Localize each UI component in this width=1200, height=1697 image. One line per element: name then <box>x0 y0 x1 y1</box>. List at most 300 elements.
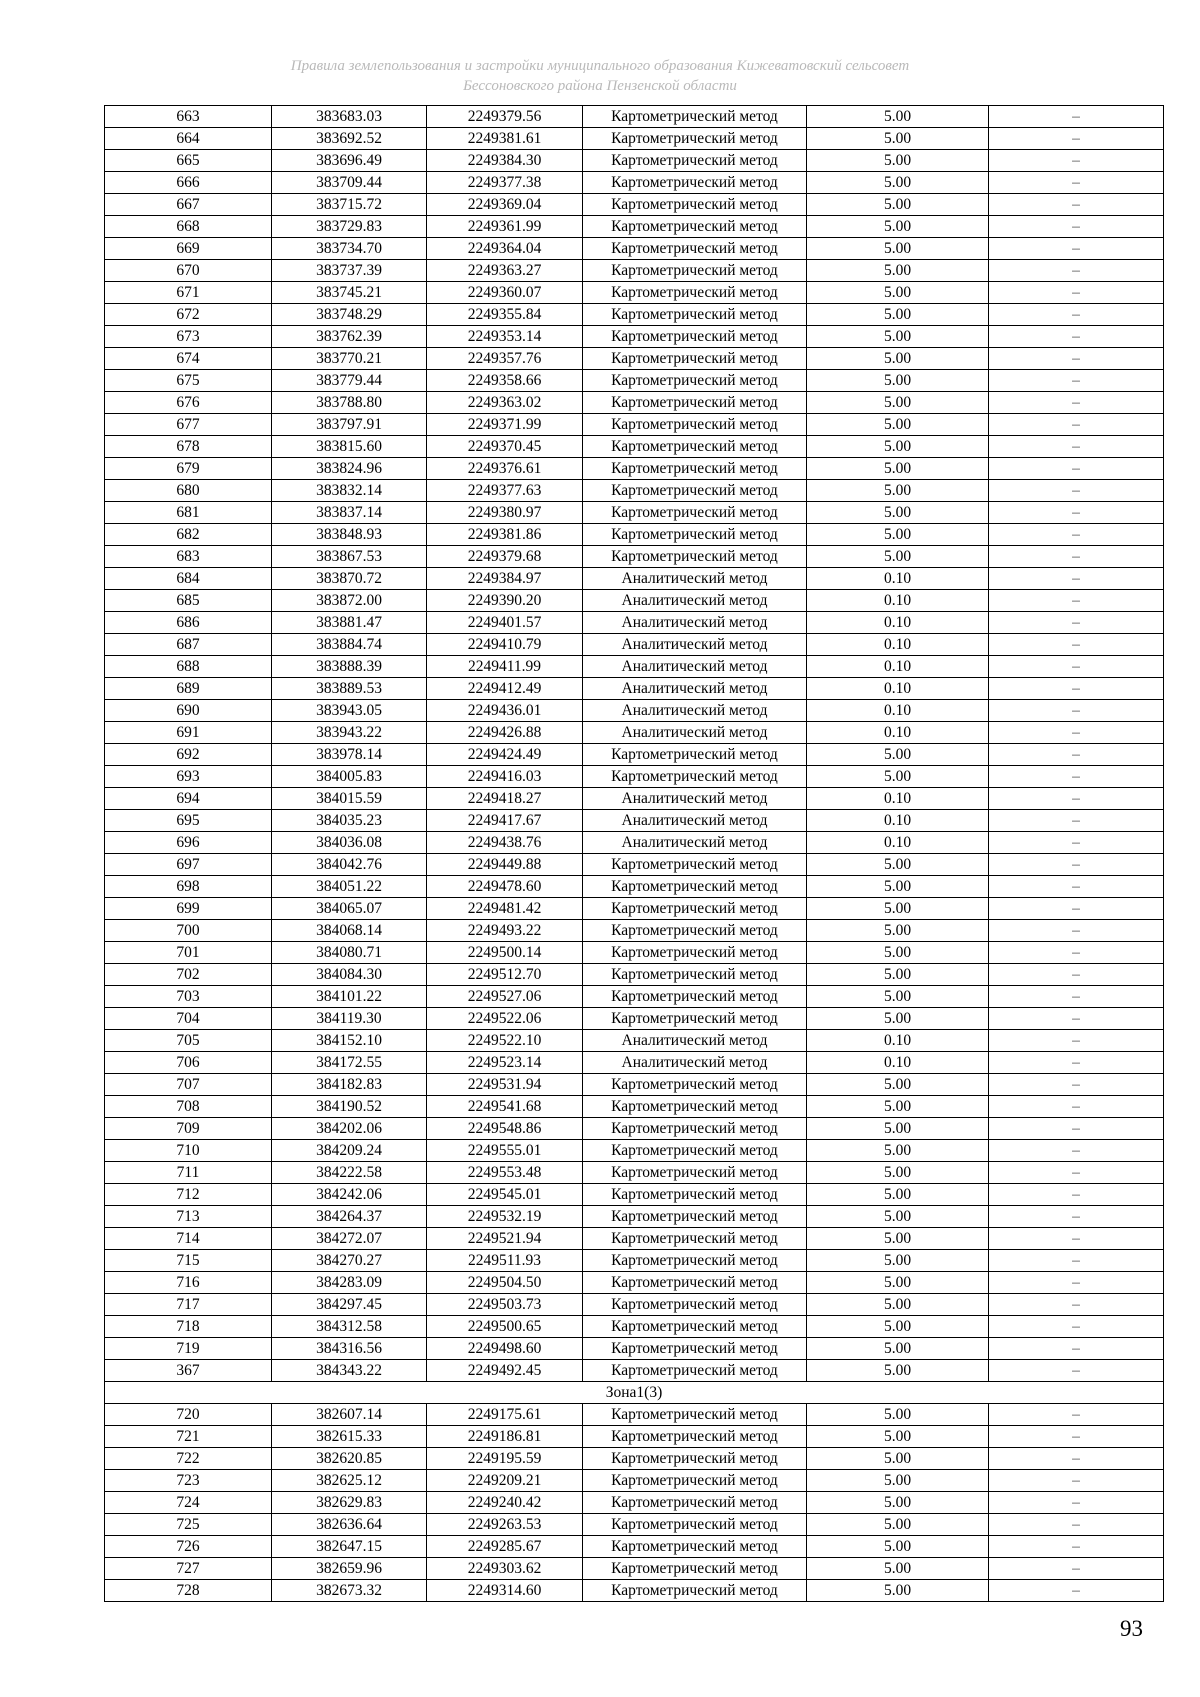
table-row <box>105 722 1164 744</box>
accuracy-cell: 0.10 <box>807 722 989 744</box>
y-coordinate-cell: 2249361.99 <box>427 216 583 238</box>
header-line-2: Бессоновского района Пензенской области <box>463 78 737 94</box>
table-row <box>105 502 1164 524</box>
y-coordinate-cell: 2249498.60 <box>427 1338 583 1360</box>
x-coordinate-cell: 383797.91 <box>272 414 427 436</box>
table-row <box>105 106 1164 128</box>
accuracy-cell: 5.00 <box>807 1360 989 1382</box>
y-coordinate-cell: 2249531.94 <box>427 1074 583 1096</box>
accuracy-cell: 0.10 <box>807 832 989 854</box>
accuracy-cell: 5.00 <box>807 1118 989 1140</box>
y-coordinate-cell: 2249357.76 <box>427 348 583 370</box>
x-coordinate-cell: 383978.14 <box>272 744 427 766</box>
method-cell: Картометрический метод <box>583 766 807 788</box>
y-coordinate-cell: 2249240.42 <box>427 1492 583 1514</box>
method-cell: Картометрический метод <box>583 986 807 1008</box>
point-number-cell: 669 <box>105 238 272 260</box>
y-coordinate-cell: 2249353.14 <box>427 326 583 348</box>
note-cell: – <box>989 348 1164 370</box>
accuracy-cell: 5.00 <box>807 1074 989 1096</box>
x-coordinate-cell: 383824.96 <box>272 458 427 480</box>
note-cell: – <box>989 480 1164 502</box>
point-number-cell: 700 <box>105 920 272 942</box>
coordinates-table-body <box>105 106 1164 1602</box>
point-number-cell: 668 <box>105 216 272 238</box>
accuracy-cell: 5.00 <box>807 1096 989 1118</box>
point-number-cell: 676 <box>105 392 272 414</box>
y-coordinate-cell: 2249493.22 <box>427 920 583 942</box>
method-cell: Картометрический метод <box>583 524 807 546</box>
y-coordinate-cell: 2249436.01 <box>427 700 583 722</box>
y-coordinate-cell: 2249195.59 <box>427 1448 583 1470</box>
point-number-cell: 709 <box>105 1118 272 1140</box>
accuracy-cell: 5.00 <box>807 986 989 1008</box>
method-cell: Аналитический метод <box>583 590 807 612</box>
note-cell: – <box>989 678 1164 700</box>
y-coordinate-cell: 2249377.63 <box>427 480 583 502</box>
x-coordinate-cell: 384272.07 <box>272 1228 427 1250</box>
table-row <box>105 1536 1164 1558</box>
point-number-cell: 712 <box>105 1184 272 1206</box>
note-cell: – <box>989 876 1164 898</box>
note-cell: – <box>989 370 1164 392</box>
note-cell: – <box>989 1558 1164 1580</box>
x-coordinate-cell: 383734.70 <box>272 238 427 260</box>
method-cell: Картометрический метод <box>583 194 807 216</box>
x-coordinate-cell: 383867.53 <box>272 546 427 568</box>
table-row <box>105 524 1164 546</box>
point-number-cell: 667 <box>105 194 272 216</box>
method-cell: Аналитический метод <box>583 1030 807 1052</box>
table-row <box>105 810 1164 832</box>
accuracy-cell: 5.00 <box>807 1162 989 1184</box>
point-number-cell: 704 <box>105 1008 272 1030</box>
note-cell: – <box>989 106 1164 128</box>
method-cell: Картометрический метод <box>583 150 807 172</box>
point-number-cell: 722 <box>105 1448 272 1470</box>
method-cell: Картометрический метод <box>583 1514 807 1536</box>
table-row <box>105 1360 1164 1382</box>
accuracy-cell: 5.00 <box>807 898 989 920</box>
y-coordinate-cell: 2249384.97 <box>427 568 583 590</box>
table-row <box>105 1008 1164 1030</box>
accuracy-cell: 5.00 <box>807 920 989 942</box>
method-cell: Картометрический метод <box>583 1404 807 1426</box>
x-coordinate-cell: 384036.08 <box>272 832 427 854</box>
y-coordinate-cell: 2249380.97 <box>427 502 583 524</box>
note-cell: – <box>989 1184 1164 1206</box>
table-row <box>105 1514 1164 1536</box>
method-cell: Картометрический метод <box>583 1448 807 1470</box>
y-coordinate-cell: 2249314.60 <box>427 1580 583 1602</box>
x-coordinate-cell: 382647.15 <box>272 1536 427 1558</box>
table-row <box>105 1140 1164 1162</box>
accuracy-cell: 5.00 <box>807 766 989 788</box>
y-coordinate-cell: 2249500.65 <box>427 1316 583 1338</box>
accuracy-cell: 5.00 <box>807 172 989 194</box>
accuracy-cell: 5.00 <box>807 458 989 480</box>
x-coordinate-cell: 384270.27 <box>272 1250 427 1272</box>
table-row <box>105 832 1164 854</box>
accuracy-cell: 0.10 <box>807 1030 989 1052</box>
x-coordinate-cell: 383815.60 <box>272 436 427 458</box>
point-number-cell: 696 <box>105 832 272 854</box>
note-cell: – <box>989 1162 1164 1184</box>
x-coordinate-cell: 383837.14 <box>272 502 427 524</box>
point-number-cell: 708 <box>105 1096 272 1118</box>
accuracy-cell: 5.00 <box>807 106 989 128</box>
x-coordinate-cell: 382620.85 <box>272 1448 427 1470</box>
method-cell: Аналитический метод <box>583 788 807 810</box>
point-number-cell: 673 <box>105 326 272 348</box>
point-number-cell: 718 <box>105 1316 272 1338</box>
method-cell: Картометрический метод <box>583 238 807 260</box>
x-coordinate-cell: 383872.00 <box>272 590 427 612</box>
table-row <box>105 1470 1164 1492</box>
table-row <box>105 1184 1164 1206</box>
header-line-1: Правила землепользования и застройки муниципального образования Кижеватовский сельсовет <box>290 58 910 74</box>
point-number-cell: 727 <box>105 1558 272 1580</box>
note-cell: – <box>989 392 1164 414</box>
y-coordinate-cell: 2249545.01 <box>427 1184 583 1206</box>
table-row <box>105 1492 1164 1514</box>
table-row <box>105 1316 1164 1338</box>
note-cell: – <box>989 854 1164 876</box>
table-row <box>105 348 1164 370</box>
x-coordinate-cell: 383729.83 <box>272 216 427 238</box>
zone-header-row <box>105 1382 1164 1404</box>
accuracy-cell: 5.00 <box>807 942 989 964</box>
x-coordinate-cell: 384242.06 <box>272 1184 427 1206</box>
point-number-cell: 713 <box>105 1206 272 1228</box>
note-cell: – <box>989 304 1164 326</box>
y-coordinate-cell: 2249522.06 <box>427 1008 583 1030</box>
note-cell: – <box>989 194 1164 216</box>
x-coordinate-cell: 384015.59 <box>272 788 427 810</box>
note-cell: – <box>989 1272 1164 1294</box>
method-cell: Картометрический метод <box>583 546 807 568</box>
accuracy-cell: 5.00 <box>807 854 989 876</box>
point-number-cell: 716 <box>105 1272 272 1294</box>
table-row <box>105 612 1164 634</box>
note-cell: – <box>989 612 1164 634</box>
method-cell: Аналитический метод <box>583 1052 807 1074</box>
y-coordinate-cell: 2249511.93 <box>427 1250 583 1272</box>
table-row <box>105 392 1164 414</box>
x-coordinate-cell: 384042.76 <box>272 854 427 876</box>
note-cell: – <box>989 766 1164 788</box>
note-cell: – <box>989 1316 1164 1338</box>
point-number-cell: 684 <box>105 568 272 590</box>
note-cell: – <box>989 1470 1164 1492</box>
point-number-cell: 690 <box>105 700 272 722</box>
method-cell: Картометрический метод <box>583 1470 807 1492</box>
table-row <box>105 370 1164 392</box>
point-number-cell: 687 <box>105 634 272 656</box>
table-row <box>105 546 1164 568</box>
accuracy-cell: 5.00 <box>807 1294 989 1316</box>
x-coordinate-cell: 384080.71 <box>272 942 427 964</box>
method-cell: Картометрический метод <box>583 1536 807 1558</box>
accuracy-cell: 5.00 <box>807 1228 989 1250</box>
method-cell: Картометрический метод <box>583 1272 807 1294</box>
method-cell: Картометрический метод <box>583 1184 807 1206</box>
method-cell: Аналитический метод <box>583 634 807 656</box>
y-coordinate-cell: 2249379.68 <box>427 546 583 568</box>
table-row <box>105 1030 1164 1052</box>
point-number-cell: 717 <box>105 1294 272 1316</box>
y-coordinate-cell: 2249381.86 <box>427 524 583 546</box>
method-cell: Картометрический метод <box>583 942 807 964</box>
y-coordinate-cell: 2249371.99 <box>427 414 583 436</box>
x-coordinate-cell: 384005.83 <box>272 766 427 788</box>
accuracy-cell: 0.10 <box>807 700 989 722</box>
accuracy-cell: 5.00 <box>807 1580 989 1602</box>
accuracy-cell: 5.00 <box>807 744 989 766</box>
note-cell: – <box>989 238 1164 260</box>
accuracy-cell: 5.00 <box>807 1404 989 1426</box>
table-row <box>105 1118 1164 1140</box>
table-row <box>105 1272 1164 1294</box>
note-cell: – <box>989 172 1164 194</box>
point-number-cell: 701 <box>105 942 272 964</box>
y-coordinate-cell: 2249418.27 <box>427 788 583 810</box>
accuracy-cell: 5.00 <box>807 1536 989 1558</box>
point-number-cell: 698 <box>105 876 272 898</box>
y-coordinate-cell: 2249449.88 <box>427 854 583 876</box>
y-coordinate-cell: 2249360.07 <box>427 282 583 304</box>
note-cell: – <box>989 458 1164 480</box>
point-number-cell: 663 <box>105 106 272 128</box>
y-coordinate-cell: 2249500.14 <box>427 942 583 964</box>
note-cell: – <box>989 1250 1164 1272</box>
accuracy-cell: 5.00 <box>807 194 989 216</box>
y-coordinate-cell: 2249478.60 <box>427 876 583 898</box>
accuracy-cell: 5.00 <box>807 260 989 282</box>
method-cell: Картометрический метод <box>583 1118 807 1140</box>
x-coordinate-cell: 382607.14 <box>272 1404 427 1426</box>
y-coordinate-cell: 2249481.42 <box>427 898 583 920</box>
note-cell: – <box>989 1404 1164 1426</box>
accuracy-cell: 5.00 <box>807 1272 989 1294</box>
accuracy-cell: 5.00 <box>807 304 989 326</box>
point-number-cell: 675 <box>105 370 272 392</box>
point-number-cell: 682 <box>105 524 272 546</box>
point-number-cell: 702 <box>105 964 272 986</box>
x-coordinate-cell: 384152.10 <box>272 1030 427 1052</box>
accuracy-cell: 5.00 <box>807 1250 989 1272</box>
x-coordinate-cell: 383832.14 <box>272 480 427 502</box>
x-coordinate-cell: 383779.44 <box>272 370 427 392</box>
table-row <box>105 1448 1164 1470</box>
y-coordinate-cell: 2249412.49 <box>427 678 583 700</box>
method-cell: Аналитический метод <box>583 722 807 744</box>
note-cell: – <box>989 1206 1164 1228</box>
note-cell: – <box>989 1580 1164 1602</box>
accuracy-cell: 5.00 <box>807 1558 989 1580</box>
method-cell: Картометрический метод <box>583 1580 807 1602</box>
table-row <box>105 260 1164 282</box>
y-coordinate-cell: 2249541.68 <box>427 1096 583 1118</box>
y-coordinate-cell: 2249521.94 <box>427 1228 583 1250</box>
note-cell: – <box>989 1030 1164 1052</box>
table-row <box>105 898 1164 920</box>
x-coordinate-cell: 382615.33 <box>272 1426 427 1448</box>
x-coordinate-cell: 383737.39 <box>272 260 427 282</box>
method-cell: Картометрический метод <box>583 1426 807 1448</box>
x-coordinate-cell: 384283.09 <box>272 1272 427 1294</box>
accuracy-cell: 0.10 <box>807 634 989 656</box>
accuracy-cell: 0.10 <box>807 788 989 810</box>
table-row <box>105 172 1164 194</box>
note-cell: – <box>989 1052 1164 1074</box>
table-row <box>105 238 1164 260</box>
x-coordinate-cell: 382636.64 <box>272 1514 427 1536</box>
y-coordinate-cell: 2249503.73 <box>427 1294 583 1316</box>
y-coordinate-cell: 2249522.10 <box>427 1030 583 1052</box>
table-row <box>105 876 1164 898</box>
method-cell: Картометрический метод <box>583 106 807 128</box>
accuracy-cell: 0.10 <box>807 612 989 634</box>
accuracy-cell: 0.10 <box>807 656 989 678</box>
note-cell: – <box>989 1140 1164 1162</box>
y-coordinate-cell: 2249355.84 <box>427 304 583 326</box>
table-row <box>105 1338 1164 1360</box>
x-coordinate-cell: 383889.53 <box>272 678 427 700</box>
zone-label: Зона1(3) <box>105 1382 1164 1404</box>
note-cell: – <box>989 1074 1164 1096</box>
y-coordinate-cell: 2249390.20 <box>427 590 583 612</box>
note-cell: – <box>989 1294 1164 1316</box>
table-row <box>105 678 1164 700</box>
point-number-cell: 674 <box>105 348 272 370</box>
note-cell: – <box>989 1536 1164 1558</box>
accuracy-cell: 0.10 <box>807 1052 989 1074</box>
accuracy-cell: 5.00 <box>807 1184 989 1206</box>
accuracy-cell: 5.00 <box>807 1492 989 1514</box>
accuracy-cell: 5.00 <box>807 1140 989 1162</box>
table-row <box>105 1162 1164 1184</box>
method-cell: Картометрический метод <box>583 370 807 392</box>
y-coordinate-cell: 2249532.19 <box>427 1206 583 1228</box>
note-cell: – <box>989 436 1164 458</box>
point-number-cell: 691 <box>105 722 272 744</box>
x-coordinate-cell: 384312.58 <box>272 1316 427 1338</box>
note-cell: – <box>989 634 1164 656</box>
point-number-cell: 695 <box>105 810 272 832</box>
point-number-cell: 710 <box>105 1140 272 1162</box>
point-number-cell: 728 <box>105 1580 272 1602</box>
point-number-cell: 725 <box>105 1514 272 1536</box>
point-number-cell: 367 <box>105 1360 272 1382</box>
note-cell: – <box>989 832 1164 854</box>
accuracy-cell: 5.00 <box>807 326 989 348</box>
x-coordinate-cell: 383770.21 <box>272 348 427 370</box>
accuracy-cell: 5.00 <box>807 216 989 238</box>
method-cell: Картометрический метод <box>583 1250 807 1272</box>
y-coordinate-cell: 2249527.06 <box>427 986 583 1008</box>
table-row <box>105 480 1164 502</box>
x-coordinate-cell: 384209.24 <box>272 1140 427 1162</box>
x-coordinate-cell: 383943.05 <box>272 700 427 722</box>
y-coordinate-cell: 2249186.81 <box>427 1426 583 1448</box>
method-cell: Картометрический метод <box>583 920 807 942</box>
x-coordinate-cell: 384051.22 <box>272 876 427 898</box>
note-cell: – <box>989 744 1164 766</box>
point-number-cell: 714 <box>105 1228 272 1250</box>
point-number-cell: 686 <box>105 612 272 634</box>
note-cell: – <box>989 1338 1164 1360</box>
y-coordinate-cell: 2249358.66 <box>427 370 583 392</box>
x-coordinate-cell: 383870.72 <box>272 568 427 590</box>
point-number-cell: 705 <box>105 1030 272 1052</box>
note-cell: – <box>989 964 1164 986</box>
x-coordinate-cell: 383709.44 <box>272 172 427 194</box>
note-cell: – <box>989 898 1164 920</box>
document-header <box>0 56 1200 96</box>
point-number-cell: 681 <box>105 502 272 524</box>
accuracy-cell: 5.00 <box>807 392 989 414</box>
table-row <box>105 326 1164 348</box>
note-cell: – <box>989 216 1164 238</box>
note-cell: – <box>989 590 1164 612</box>
accuracy-cell: 5.00 <box>807 128 989 150</box>
point-number-cell: 721 <box>105 1426 272 1448</box>
table-row <box>105 414 1164 436</box>
x-coordinate-cell: 383683.03 <box>272 106 427 128</box>
accuracy-cell: 5.00 <box>807 414 989 436</box>
accuracy-cell: 5.00 <box>807 1426 989 1448</box>
page-number: 93 <box>1120 1616 1143 1641</box>
method-cell: Аналитический метод <box>583 612 807 634</box>
y-coordinate-cell: 2249426.88 <box>427 722 583 744</box>
table-row <box>105 656 1164 678</box>
method-cell: Картометрический метод <box>583 502 807 524</box>
table-row <box>105 1074 1164 1096</box>
x-coordinate-cell: 384084.30 <box>272 964 427 986</box>
table-row <box>105 766 1164 788</box>
method-cell: Картометрический метод <box>583 1140 807 1162</box>
point-number-cell: 693 <box>105 766 272 788</box>
x-coordinate-cell: 384068.14 <box>272 920 427 942</box>
x-coordinate-cell: 384343.22 <box>272 1360 427 1382</box>
table-row <box>105 150 1164 172</box>
point-number-cell: 671 <box>105 282 272 304</box>
note-cell: – <box>989 128 1164 150</box>
point-number-cell: 678 <box>105 436 272 458</box>
point-number-cell: 683 <box>105 546 272 568</box>
accuracy-cell: 5.00 <box>807 876 989 898</box>
accuracy-cell: 5.00 <box>807 480 989 502</box>
table-row <box>105 216 1164 238</box>
accuracy-cell: 5.00 <box>807 1338 989 1360</box>
point-number-cell: 723 <box>105 1470 272 1492</box>
method-cell: Картометрический метод <box>583 216 807 238</box>
x-coordinate-cell: 383692.52 <box>272 128 427 150</box>
method-cell: Картометрический метод <box>583 898 807 920</box>
x-coordinate-cell: 384182.83 <box>272 1074 427 1096</box>
x-coordinate-cell: 384202.06 <box>272 1118 427 1140</box>
note-cell: – <box>989 1096 1164 1118</box>
y-coordinate-cell: 2249553.48 <box>427 1162 583 1184</box>
note-cell: – <box>989 986 1164 1008</box>
x-coordinate-cell: 383696.49 <box>272 150 427 172</box>
note-cell: – <box>989 502 1164 524</box>
method-cell: Картометрический метод <box>583 1360 807 1382</box>
y-coordinate-cell: 2249379.56 <box>427 106 583 128</box>
point-number-cell: 688 <box>105 656 272 678</box>
point-number-cell: 685 <box>105 590 272 612</box>
